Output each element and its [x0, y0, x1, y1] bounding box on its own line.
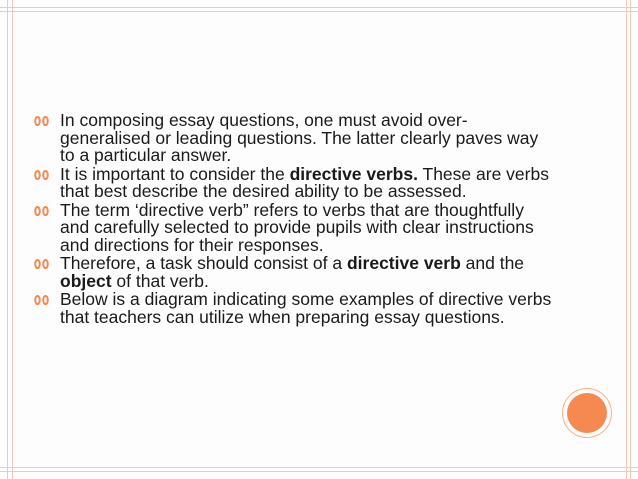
bullet-text: It is important to consider the [60, 163, 290, 184]
bullet-text: Therefore, a task should consist of a [60, 253, 347, 273]
bullet-text: These are verbs that best describe the desired ability to be assessed. [60, 163, 549, 201]
frame-line-left-outer [7, 0, 8, 479]
bullet-item-avoid-leading-questions [34, 112, 554, 165]
frame-line-left-inner [12, 0, 13, 479]
orange-double-curl-bullet-icon [34, 205, 50, 217]
bullet-item-directive-verbs [34, 163, 554, 201]
orange-double-curl-bullet-icon [34, 169, 50, 181]
bullet-text: Below is a diagram indicating some examples of directive verbs that teachers can utilize when preparing essay questions. [60, 289, 552, 327]
bullet-item-term-definition [34, 199, 554, 255]
frame-line-right-outer [630, 0, 631, 479]
bullet-text-bold: directive verbs. [289, 163, 418, 184]
slide-content [34, 112, 554, 327]
bullet-text: of that verb. [111, 270, 209, 291]
orange-double-curl-bullet-icon [34, 115, 50, 127]
frame-line-top-outer [0, 7, 638, 8]
frame-line-bottom-outer [0, 471, 638, 472]
bullet-item-task-structure [34, 255, 554, 290]
bullet-list [34, 112, 554, 326]
bullet-text: and the [460, 253, 525, 273]
frame-line-right-inner [626, 0, 627, 479]
orange-double-curl-bullet-icon [34, 258, 50, 270]
bullet-text: In composing essay questions, one must avoid over-generalised or leading questions. The latter clearly paves way to a particular answer. [60, 110, 539, 165]
bullet-text: The term ‘directive verb” refers to verbs that are thoughtfully and carefully selected to provide pupils with clear instructions and directions for their responses. [60, 199, 534, 255]
frame-line-bottom-inner [0, 467, 638, 468]
orange-double-curl-bullet-icon [34, 294, 50, 306]
bullet-text-bold: object [60, 270, 112, 291]
bullet-item-diagram-intro [34, 291, 554, 326]
bullet-text-bold: directive verb [346, 253, 461, 273]
frame-line-top-inner [0, 11, 638, 12]
orange-circle-decoration [567, 393, 607, 433]
